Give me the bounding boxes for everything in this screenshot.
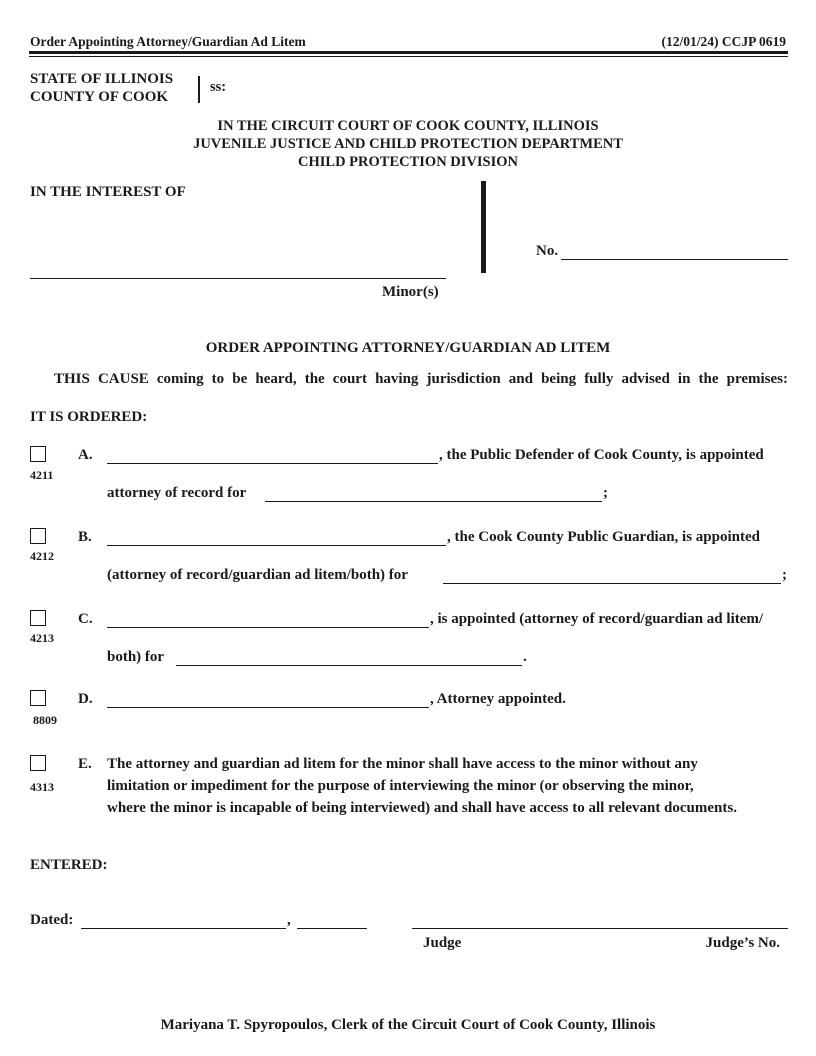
- order-title: ORDER APPOINTING ATTORNEY/GUARDIAN AD LITEM: [205, 340, 611, 356]
- item-c-text-2: both) for: [107, 649, 165, 665]
- venue-state: STATE OF ILLINOIS: [30, 71, 174, 87]
- item-c-code: 4213: [30, 631, 54, 645]
- header-rule-thin: [29, 56, 788, 57]
- minor-name-line[interactable]: [30, 262, 446, 279]
- item-d-code: 8809: [33, 713, 57, 727]
- item-c-name-line[interactable]: [107, 613, 429, 628]
- dated-comma: ,: [287, 912, 291, 928]
- item-c-minor-line[interactable]: [176, 651, 522, 666]
- case-no-field[interactable]: [561, 243, 788, 260]
- dated-label: Dated:: [30, 912, 74, 928]
- item-e-checkbox[interactable]: [30, 755, 46, 771]
- item-e-code: 4313: [30, 780, 54, 794]
- item-c-checkbox[interactable]: [30, 610, 46, 626]
- item-a-minor-line[interactable]: [265, 487, 602, 502]
- item-b-name-line[interactable]: [107, 531, 446, 546]
- item-e-text-3: where the minor is incapable of being interviewed) and shall have access to all relevant documents.: [107, 800, 737, 816]
- item-a-text-1: , the Public Defender of Cook County, is appointed: [439, 447, 764, 463]
- case-no-label: No.: [536, 243, 559, 259]
- interest-of-label: IN THE INTEREST OF: [30, 184, 186, 200]
- item-c-end: .: [523, 649, 527, 665]
- court-line-2: JUVENILE JUSTICE AND CHILD PROTECTION DEPARTMENT: [193, 136, 623, 152]
- item-d-checkbox[interactable]: [30, 690, 46, 706]
- entered-label: ENTERED:: [30, 857, 108, 873]
- item-b-minor-line[interactable]: [443, 569, 781, 584]
- item-b-code: 4212: [30, 549, 54, 563]
- venue-ss: ss:: [210, 79, 227, 95]
- item-b-letter: B.: [78, 529, 92, 545]
- dated-day-line[interactable]: [81, 914, 286, 929]
- judge-label: Judge: [423, 935, 462, 951]
- item-d-letter: D.: [78, 691, 93, 707]
- item-b-text-1: , the Cook County Public Guardian, is appointed: [447, 529, 760, 545]
- judge-no-label: Judge’s No.: [705, 935, 780, 951]
- clerk-footer: Mariyana T. Spyropoulos, Clerk of the Circuit Court of Cook County, Illinois: [160, 1017, 656, 1033]
- item-a-text-2: attorney of record for: [107, 485, 247, 501]
- item-d-text-1: , Attorney appointed.: [430, 691, 566, 707]
- item-b-end: ;: [782, 567, 787, 583]
- caption-divider: [481, 181, 486, 273]
- item-b-checkbox[interactable]: [30, 528, 46, 544]
- item-a-name-line[interactable]: [107, 449, 438, 464]
- it-is-ordered: IT IS ORDERED:: [30, 409, 148, 425]
- minor-label: Minor(s): [382, 284, 439, 300]
- venue-bracket: [198, 76, 200, 103]
- item-e-text-2: limitation or impediment for the purpose of interviewing the minor (or observing the minor,: [107, 778, 694, 794]
- item-d-name-line[interactable]: [107, 693, 429, 708]
- header-rule-thick: [29, 51, 788, 54]
- item-a-letter: A.: [78, 447, 93, 463]
- item-b-text-2: (attorney of record/guardian ad litem/both) for: [107, 567, 408, 583]
- item-a-checkbox[interactable]: [30, 446, 46, 462]
- form-code: (12/01/24) CCJP 0619: [661, 34, 786, 49]
- item-e-text-1: The attorney and guardian ad litem for the minor shall have access to the minor without any: [107, 756, 698, 772]
- dated-year-line[interactable]: [297, 914, 367, 929]
- court-line-3: CHILD PROTECTION DIVISION: [298, 154, 518, 170]
- item-a-code: 4211: [30, 468, 54, 482]
- judge-signature-line[interactable]: [412, 914, 788, 929]
- item-a-end: ;: [603, 485, 608, 501]
- court-line-1: IN THE CIRCUIT COURT OF COOK COUNTY, ILLINOIS: [217, 118, 599, 134]
- item-e-letter: E.: [78, 756, 92, 772]
- form-title: Order Appointing Attorney/Guardian Ad Litem: [30, 34, 306, 49]
- order-preamble: THIS CAUSE coming to be heard, the court having jurisdiction and being fully advised in the premises:: [54, 371, 788, 387]
- item-c-text-1: , is appointed (attorney of record/guardian ad litem/: [430, 611, 764, 627]
- venue-county: COUNTY OF COOK: [30, 89, 169, 105]
- item-c-letter: C.: [78, 611, 93, 627]
